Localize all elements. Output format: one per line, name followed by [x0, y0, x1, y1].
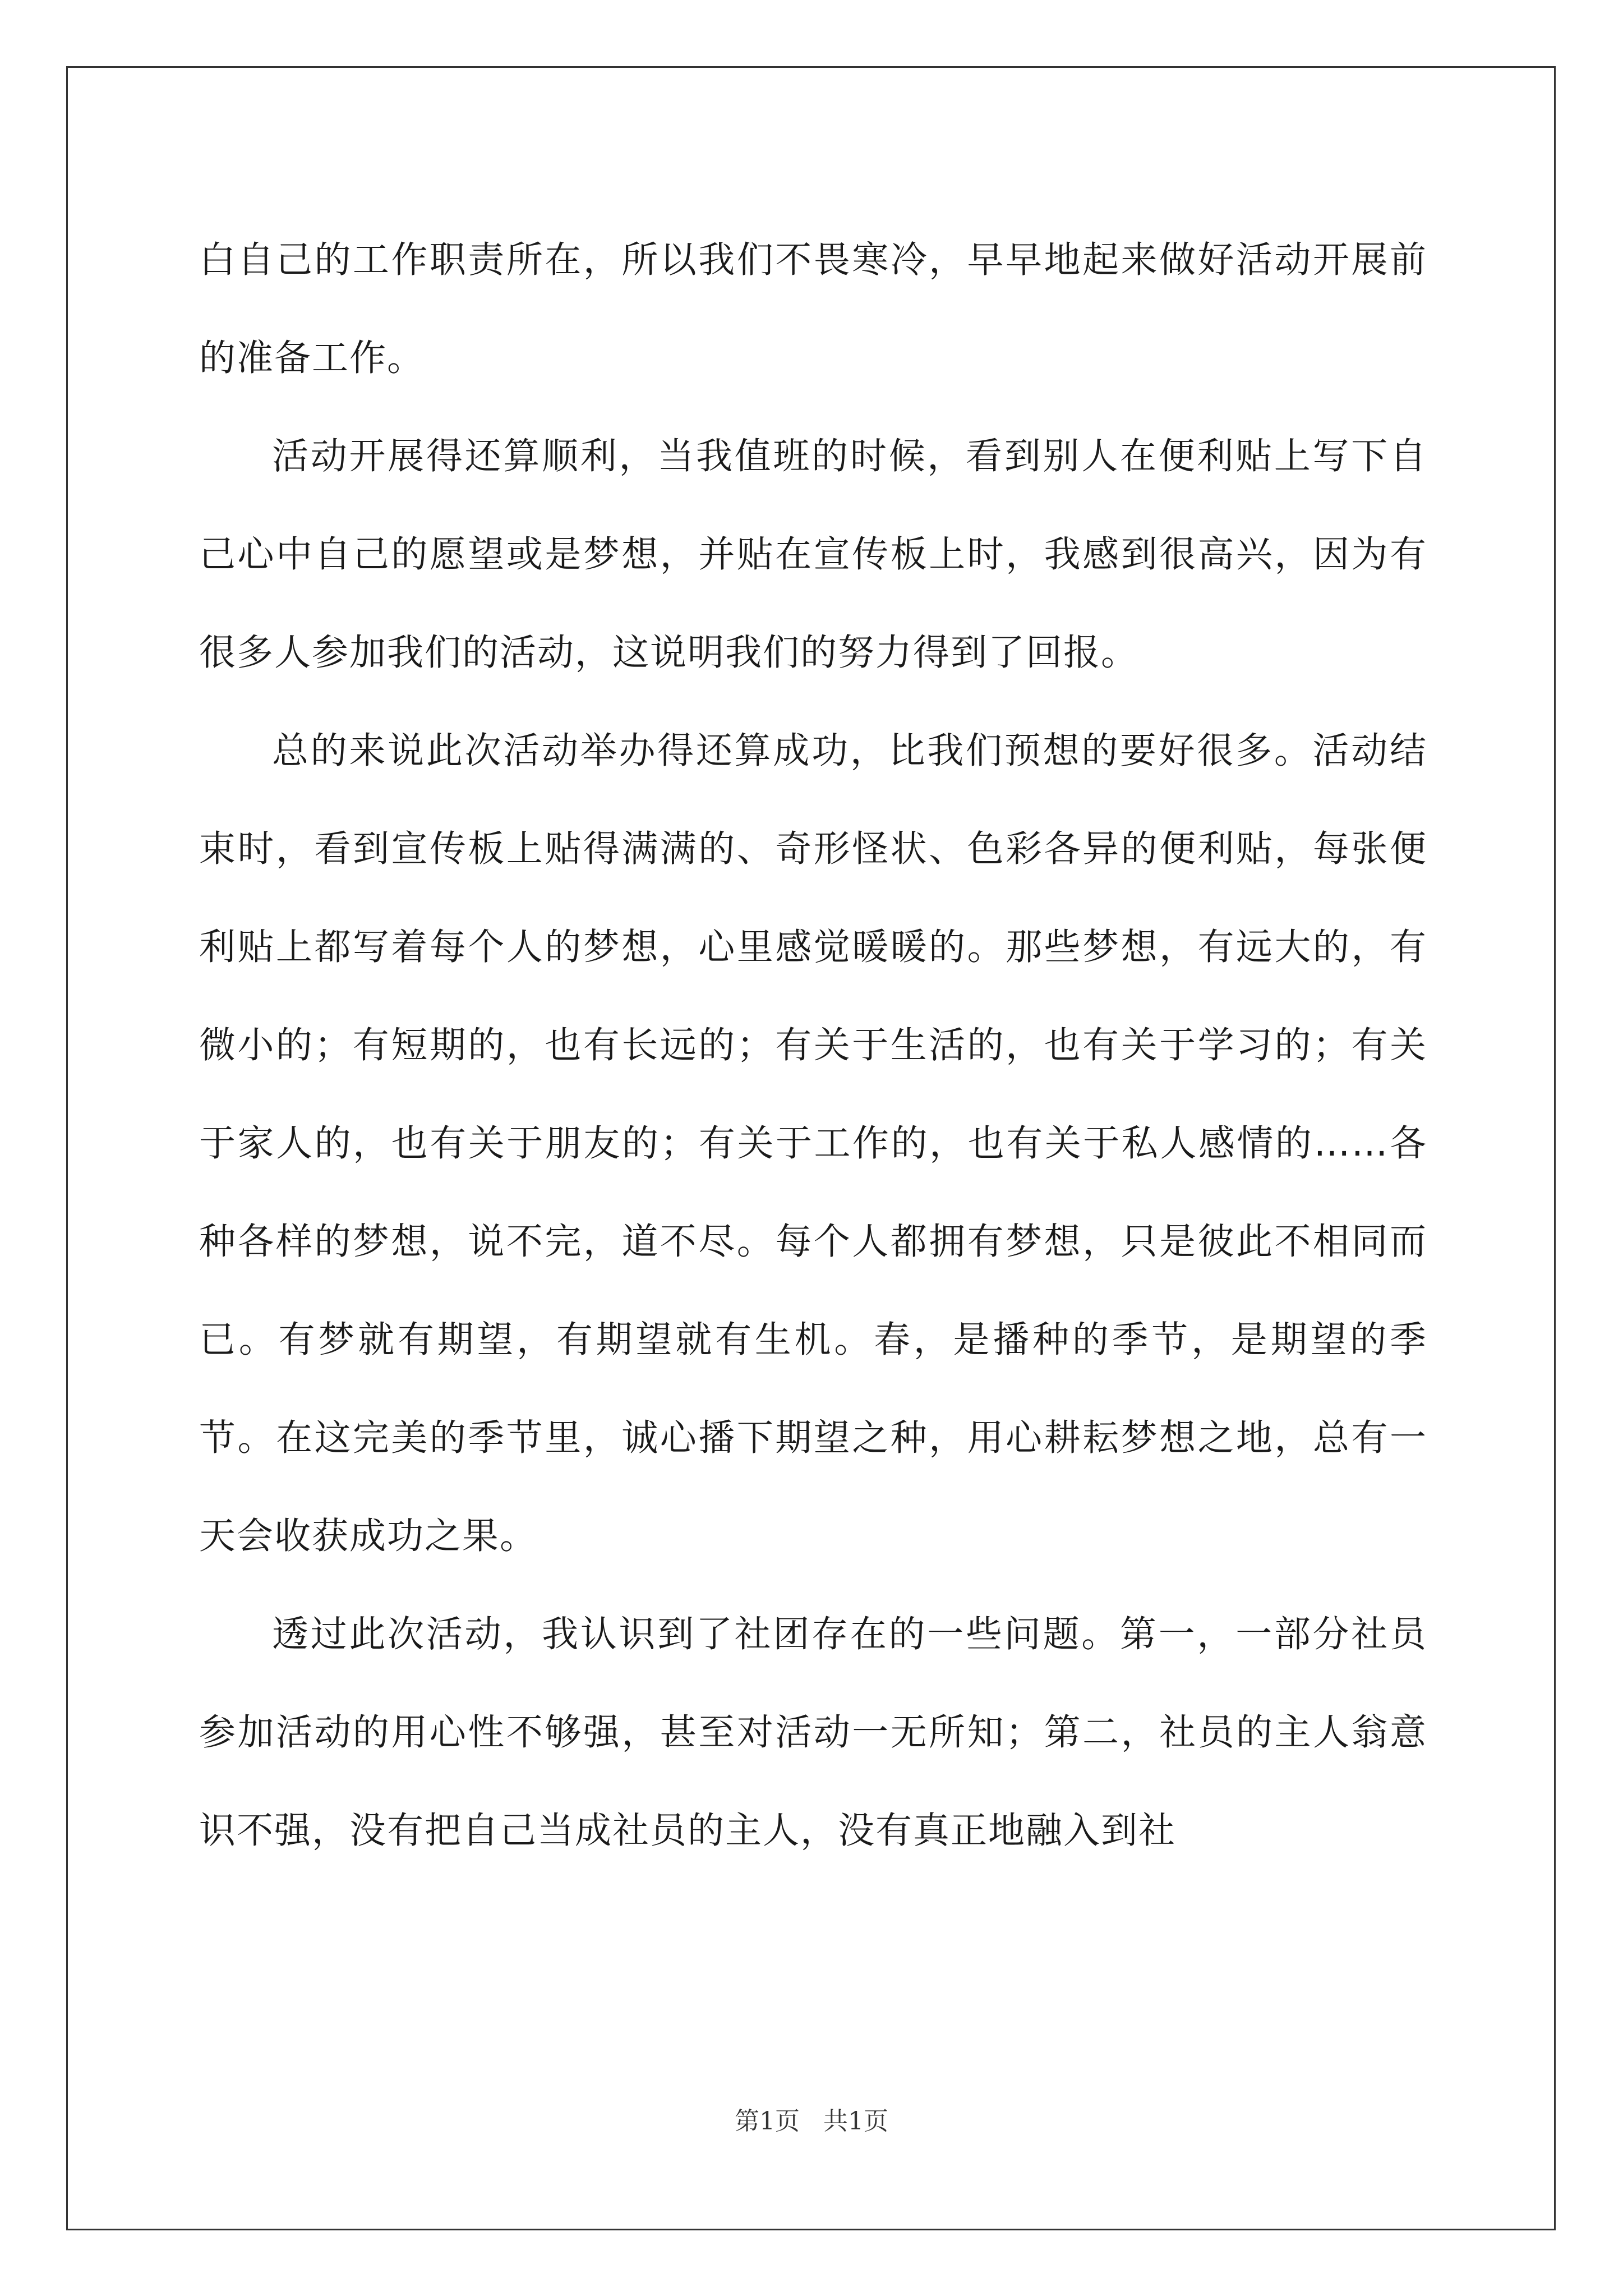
- document-body: [199, 211, 1427, 1880]
- paragraph-1: 白自己的工作职责所在，所以我们不畏寒冷，早早地起来做好活动开展前的准备工作。: [199, 239, 1427, 379]
- paragraph-3: 总的来说此次活动举办得还算成功，比我们预想的要好很多。活动结束时，看到宣传板上贴得满满的、奇形怪状、色彩各异的便利贴，每张便利贴上都写着每个人的梦想，心里感觉暖暖的。那些梦想，有远大的，有微小的；有短期的，也有长远的；有关于生活的，也有关于学习的；有关于家人的，也有关于朋友的；有关于工作的，也有关于私人感情的……各种各样的梦想，说不完，道不尽。每个人都拥有梦想，只是彼此不相同而已。有梦就有期望，有期望就有生机。春，是播种的季节，是期望的季节。在这完美的季节里，诚心播下期望之种，用心耕耘梦想之地，总有一天会收获成功之果。: [199, 730, 1427, 1557]
- paragraph-2: 活动开展得还算顺利，当我值班的时候，看到别人在便利贴上写下自己心中自己的愿望或是梦想，并贴在宣传板上时，我感到很高兴，因为有很多人参加我们的活动，这说明我们的努力得到了回报。: [199, 435, 1427, 674]
- paragraph-4: 透过此次活动，我认识到了社团存在的一些问题。第一，一部分社员参加活动的用心性不够强，甚至对活动一无所知；第二，社员的主人翁意识不强，没有把自己当成社员的主人，没有真正地融入到社: [199, 1613, 1427, 1852]
- page-footer: 第1页 共1页: [735, 2107, 888, 2136]
